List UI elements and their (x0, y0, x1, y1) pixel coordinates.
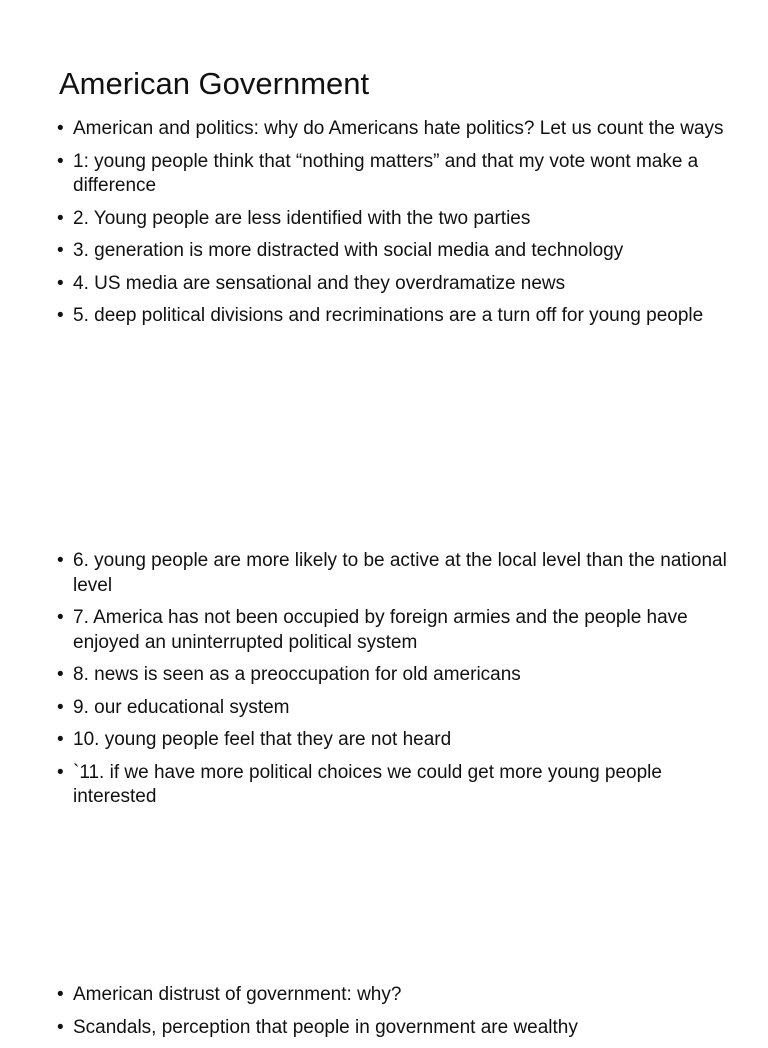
list-item: • 8. news is seen as a preoccupation for old americans (57, 663, 733, 688)
page-title: American Government (59, 65, 370, 101)
list-item: • 4. US media are sensational and they overdramatize news (57, 272, 733, 297)
list-item: • 5. deep political divisions and recriminations are a turn off for young people (57, 304, 733, 329)
list-item: • 2. Young people are less identified with the two parties (57, 207, 733, 232)
list-item: • 3. generation is more distracted with social media and technology (57, 239, 733, 264)
bullet-list-why-hate-politics (57, 117, 733, 337)
list-item: • 1: young people think that “nothing matters” and that my vote wont make a difference (57, 150, 733, 199)
bullet-list-distrust-of-government (57, 983, 733, 1048)
list-item: • American and politics: why do Americans hate politics? Let us count the ways (57, 117, 733, 142)
list-item: • 10. young people feel that they are not heard (57, 728, 733, 753)
list-item: • 6. young people are more likely to be active at the local level than the national level (57, 549, 733, 598)
list-item: • 7. America has not been occupied by foreign armies and the people have enjoyed an uninterrupted political system (57, 606, 733, 655)
list-item: • American distrust of government: why? (57, 983, 733, 1008)
bullet-list-continued-reasons (57, 549, 733, 818)
list-item: • `11. if we have more political choices we could get more young people interested (57, 761, 733, 810)
list-item: • Scandals, perception that people in government are wealthy (57, 1016, 733, 1041)
list-item: • 9. our educational system (57, 696, 733, 721)
